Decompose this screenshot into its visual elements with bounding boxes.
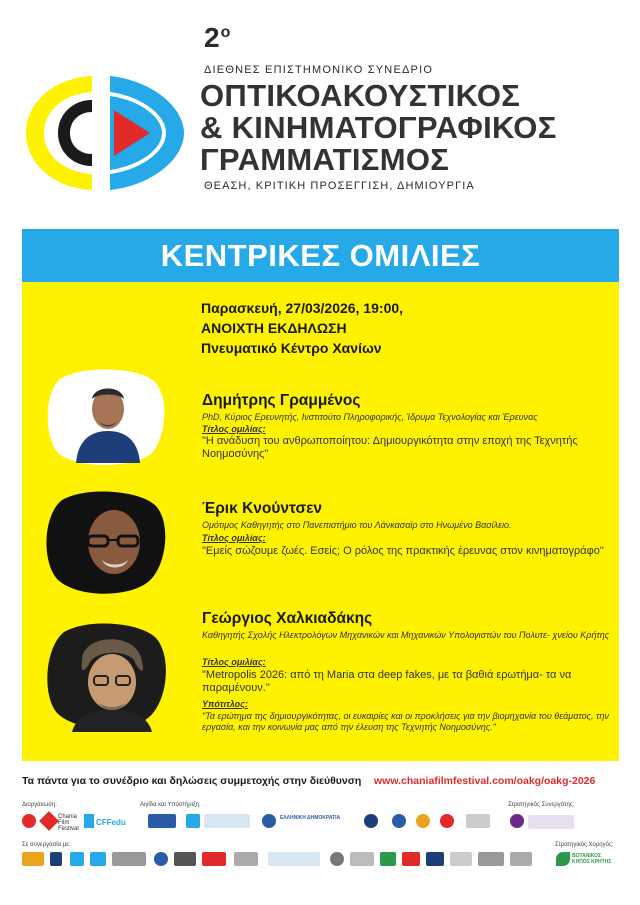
speaker-photo-3: [42, 620, 168, 732]
cff-logo: Chania Film Festival: [58, 814, 79, 832]
speaker-name-2: Έρικ Κνούντσεν: [202, 500, 323, 517]
coop-logo-2: [50, 852, 62, 866]
footer-info: Τα πάντα για το συνέδριο και δηλώσεις συμμετοχής στην διεύθυνση: [22, 775, 362, 787]
strategic-partner-logo: [510, 814, 524, 828]
speaker-name-3: Γεώργιος Χαλκιαδάκης: [202, 610, 373, 627]
talk-title-1: "Η ανάδυση του ανθρωποποίητου: Δημιουργικότητα στην εποχή της Τεχνητής Νοημοσύνης": [202, 435, 578, 460]
coop-logo-17: [478, 852, 504, 866]
greek-republic-logo: ΕΛΛΗΝΙΚΗ ΔΗΜΟΚΡΑΤΙΑ: [280, 815, 341, 821]
coop-logo-8: [202, 852, 226, 866]
cff-icon: [39, 811, 59, 831]
support-label: Αιγίδα και Υποστήριξη:: [140, 802, 201, 808]
coop-logo-15: [426, 852, 444, 866]
coop-logo-6: [154, 852, 168, 866]
support-logo-4: [364, 814, 378, 828]
cooperation-label: Σε συνεργασία με:: [22, 842, 71, 848]
support-logo-2: [186, 814, 200, 828]
speaker-photo-1: [42, 367, 168, 467]
support-logo-6: [416, 814, 430, 828]
coop-logo-4: [90, 852, 106, 866]
strategic-partner-label: Στρατηγικός Συνεργάτης:: [508, 802, 575, 808]
conference-type: ΔΙΕΘΝΕΣ ΕΠΙΣΤΗΜΟΝΙΚΟ ΣΥΝΕΔΡΙΟ: [204, 64, 434, 76]
botanical-garden-logo: ΒΟΤΑΝΙΚΟΣ ΚΗΠΟΣ ΚΡΗΤΗΣ: [572, 853, 612, 865]
botanical-garden-icon: [556, 852, 570, 866]
coop-logo-3: [70, 852, 84, 866]
cffedu-logo: CFFedu: [96, 818, 126, 827]
talk-label-1: Τίτλος ομιλίας:: [202, 424, 266, 434]
coop-logo-7: [174, 852, 196, 866]
subtitle-label-3: Υπότιτλος:: [202, 699, 248, 709]
footer-url-link[interactable]: www.chaniafilmfestival.com/oakg/oakg-2026: [374, 775, 596, 787]
talk-title-3: "Metropolis 2026: από τη Maria στα deep fakes, με τα βαθιά ερωτήμα- τα να παραμένουν.": [202, 669, 572, 694]
event-type: ΑΝΟΙΧΤΗ ΕΚΔΗΛΩΣΗ: [201, 320, 347, 336]
support-logo-3: [204, 814, 250, 828]
talk-label-3: Τίτλος ομιλίας:: [202, 657, 266, 667]
coop-logo-10: [268, 852, 320, 866]
support-logo-5: [392, 814, 406, 828]
talk-title-2: "Εμείς σώζουμε ζωές. Εσείς; Ο ρόλος της πρακτικής έρευνας στον κινηματογράφο": [202, 545, 604, 557]
support-logo-8: [466, 814, 490, 828]
event-date: Παρασκευή, 27/03/2026, 19:00,: [201, 300, 404, 316]
speaker-role-2: Ομότιμος Καθηγητής στο Πανεπιστήμιο του Λάνκασαϊρ στο Ηνωμένο Βασίλειο.: [202, 520, 512, 530]
coop-logo-11: [330, 852, 344, 866]
event-venue: Πνευματικό Κέντρο Χανίων: [201, 340, 382, 356]
strategic-partner-text: [528, 815, 574, 829]
coop-logo-14: [402, 852, 420, 866]
greek-republic-icon: [262, 814, 276, 828]
support-logo-1: [148, 814, 176, 828]
coop-logo-9: [234, 852, 258, 866]
organizers-label: Διοργάνωση:: [22, 802, 57, 808]
event-info: [201, 298, 403, 358]
coop-logo-1: [22, 852, 44, 866]
coop-logo-16: [450, 852, 472, 866]
cffedu-icon: [84, 814, 94, 828]
edition-number: $2^o$: [204, 22, 232, 53]
conference-logo: [22, 70, 188, 196]
title-line-2: & ΚΙΝΗΜΑΤΟΓΡΑΦΙΚΟΣ: [200, 110, 557, 145]
coop-logo-5: [112, 852, 146, 866]
speaker-photo-2: [42, 490, 168, 596]
talk-label-2: Τίτλος ομιλίας:: [202, 533, 266, 543]
support-logo-7: [440, 814, 454, 828]
conference-tagline: ΘΕΑΣΗ, ΚΡΙΤΙΚΗ ΠΡΟΣΕΓΓΙΣΗ, ΔΗΜΙΟΥΡΓΙΑ: [204, 180, 475, 192]
speaker-name-1: Δημήτρης Γραμμένος: [202, 392, 361, 409]
municipality-logo: [22, 814, 36, 828]
speaker-role-1: PhD, Κύριος Ερευνητής, Ινστιτούτο Πληροφορικής, Ίδρυμα Τεχνολογίας και Έρευνας: [202, 412, 538, 422]
talk-subtitle-3: "Τα ερώτημα της δημιουργικότητας, οι ευκαιρίες και οι προκλήσεις για την βιομηχανία του θεάματος, την εργασία, και την κοινωνία μας από την έλευση της Τεχνητής Νοημοσύνης.": [202, 711, 609, 732]
title-line-1: ΟΠΤΙΚΟΑΚΟΥΣΤΙΚΟΣ: [200, 78, 521, 113]
coop-logo-12: [350, 852, 374, 866]
coop-logo-13: [380, 852, 396, 866]
strategic-sponsor-label: Στρατηγικός Χορηγός:: [555, 842, 614, 848]
speaker-role-3: Καθηγητής Σχολής Ηλεκτρολόγων Μηχανικών και Μηχανικών Υπολογιστών του Πολυτε- χνείου Κρήτης: [202, 630, 610, 640]
title-line-3: ΓΡΑΜΜΑΤΙΣΜΟΣ: [200, 142, 450, 177]
keynotes-heading: ΚΕΝΤΡΙΚΕΣ ΟΜΙΛΙΕΣ: [160, 238, 481, 273]
coop-logo-18: [510, 852, 532, 866]
